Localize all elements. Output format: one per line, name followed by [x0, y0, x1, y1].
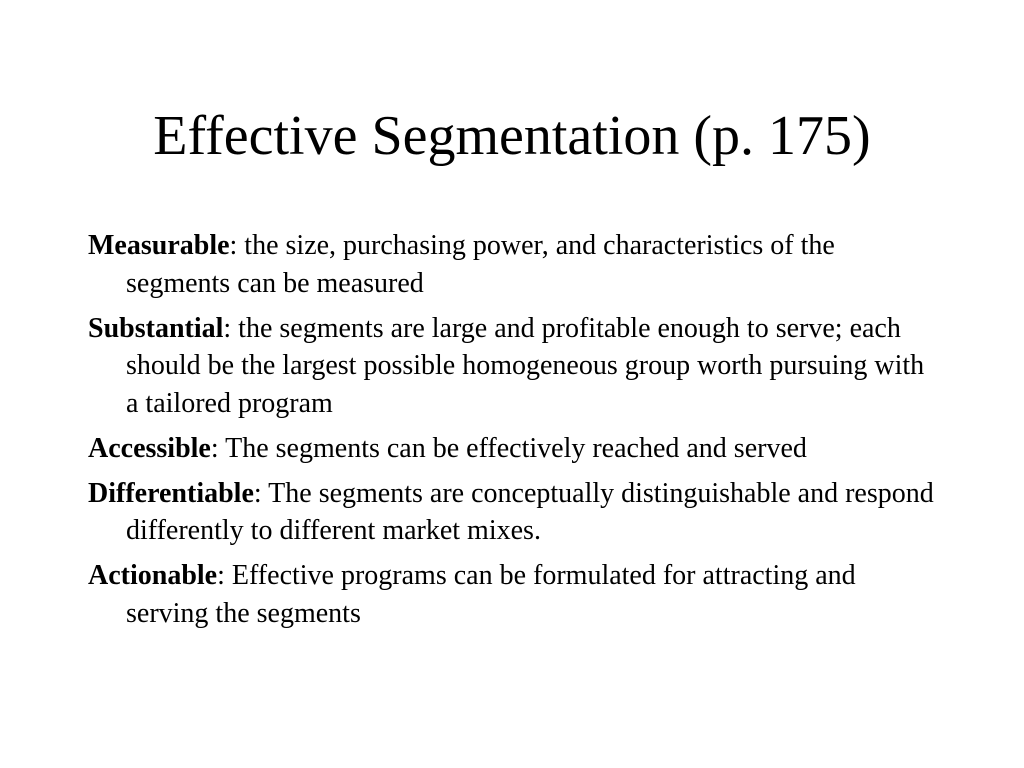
item-term: Substantial — [88, 312, 224, 344]
list-item — [88, 430, 938, 468]
item-description: : the segments are large and profitable enough to serve; each should be the largest possible homogeneous group worth pursuing with a tailored program — [126, 312, 925, 419]
list-item — [88, 475, 938, 550]
item-description: : the size, purchasing power, and characteristics of the segments can be measured — [126, 230, 835, 299]
list-item — [88, 310, 938, 423]
item-description: : The segments are conceptually distinguishable and respond differently to different market mixes. — [126, 477, 934, 546]
item-description: : The segments can be effectively reached and served — [210, 432, 807, 464]
slide-title: Effective Segmentation (p. 175) — [153, 105, 871, 167]
list-item — [88, 557, 938, 632]
item-term: Accessible — [88, 432, 211, 464]
item-term: Measurable — [88, 230, 230, 261]
criteria-list — [88, 227, 938, 640]
list-item — [88, 227, 938, 302]
item-term: Actionable — [88, 560, 218, 591]
item-term: Differentiable — [88, 477, 254, 509]
item-description: : Effective programs can be formulated for attracting and serving the segments — [126, 560, 856, 629]
